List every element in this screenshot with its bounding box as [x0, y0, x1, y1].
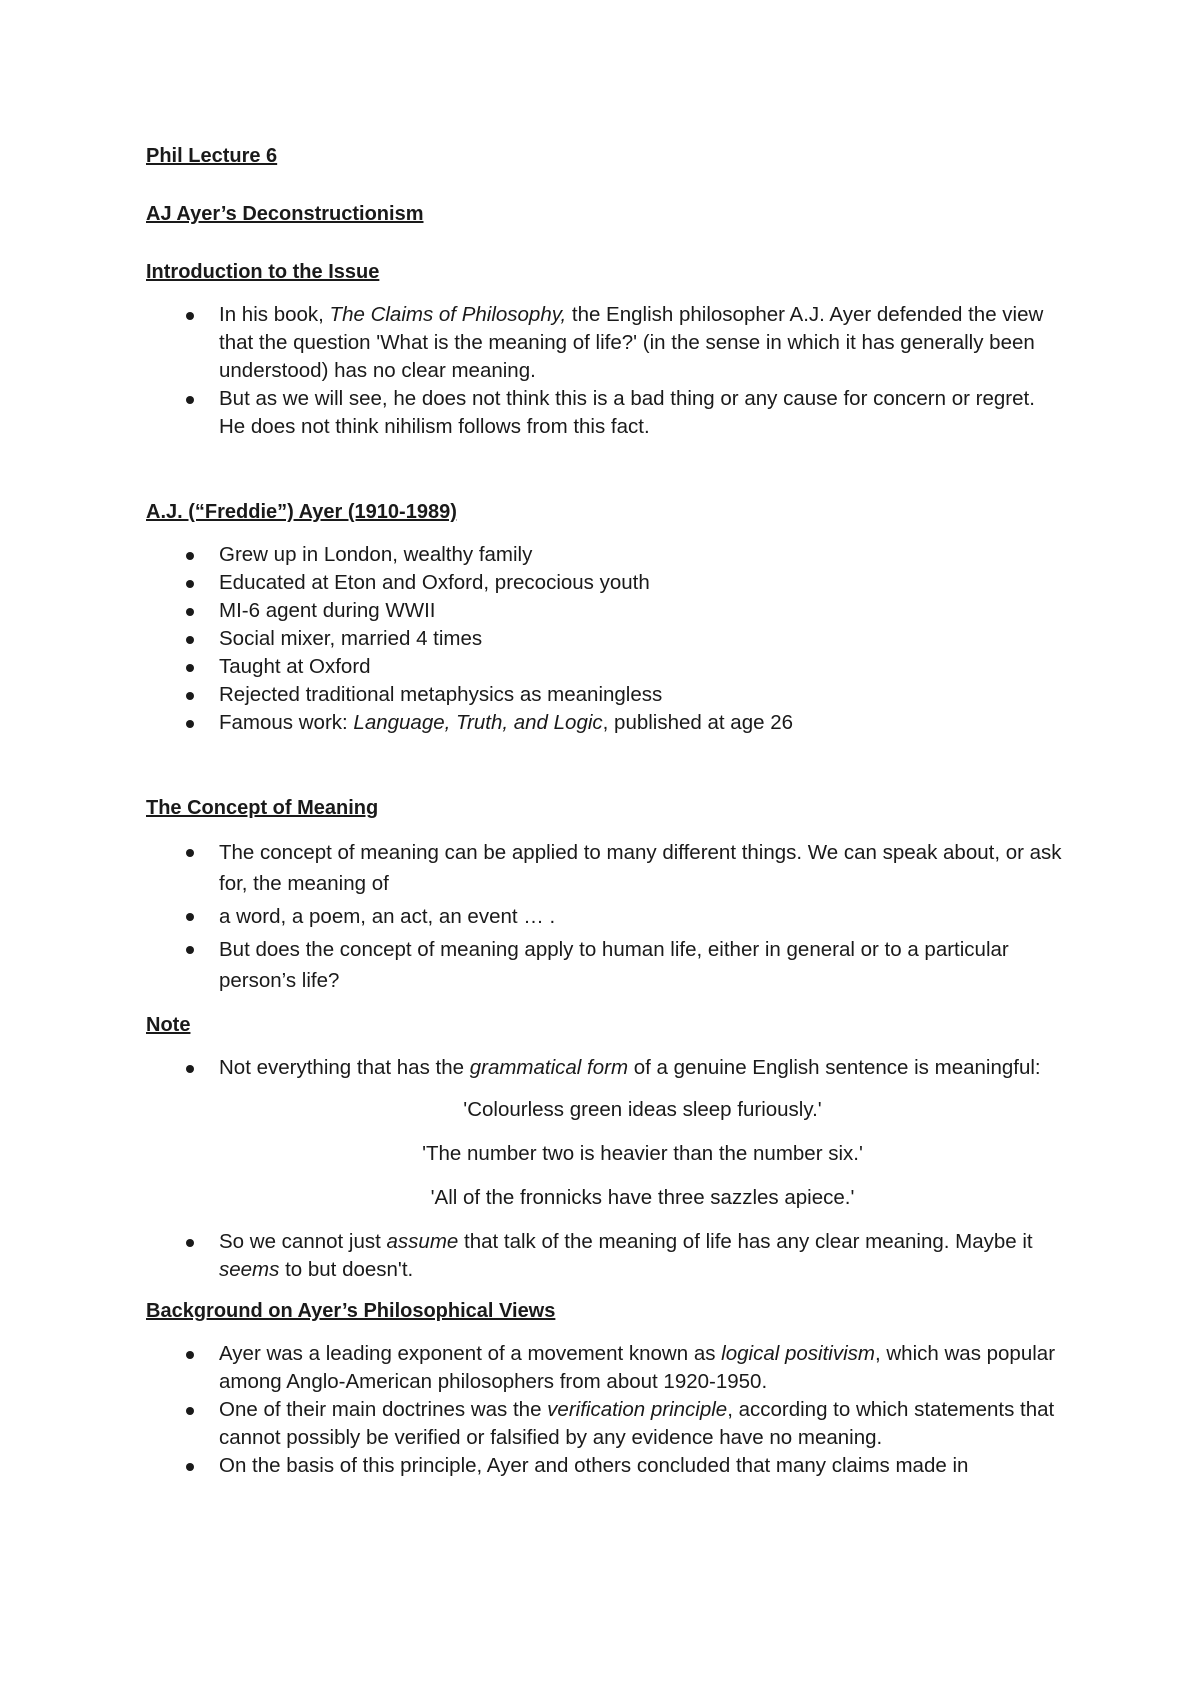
example-sentence: 'All of the fronnicks have three sazzles apiece.'	[430, 1186, 855, 1209]
section-heading-intro: Introduction to the Issue	[146, 261, 380, 283]
list-item: a word, a poem, an act, an event … .	[146, 901, 1066, 932]
list-item: Taught at Oxford	[146, 653, 1066, 681]
list-item: Ayer was a leading exponent of a movement known as logical positivism, which was popular among Anglo-American philosophers from about 1920-1950.	[146, 1340, 1066, 1396]
example-sentence: 'The number two is heavier than the number six.'	[422, 1142, 863, 1165]
section-heading-note: Note	[146, 1014, 191, 1036]
list-item: But as we will see, he does not think this is a bad thing or any cause for concern or regret. He does not think nihilism follows from this fact.	[146, 385, 1066, 441]
section-heading-background: Background on Ayer’s Philosophical Views	[146, 1300, 556, 1322]
document-page	[146, 143, 1066, 1480]
note-list-1	[146, 1054, 1066, 1082]
list-item: On the basis of this principle, Ayer and others concluded that many claims made in	[146, 1452, 1066, 1480]
list-item: But does the concept of meaning apply to human life, either in general or to a particular person’s life?	[146, 934, 1066, 996]
section-heading-concept: The Concept of Meaning	[146, 797, 379, 819]
note-list-2	[146, 1228, 1066, 1284]
list-item: Grew up in London, wealthy family	[146, 541, 1066, 569]
list-item: So we cannot just assume that talk of the meaning of life has any clear meaning. Maybe it seems to but doesn't.	[146, 1228, 1066, 1284]
document-title: Phil Lecture 6	[146, 145, 278, 167]
list-item: Educated at Eton and Oxford, precocious youth	[146, 569, 1066, 597]
list-item: Not everything that has the grammatical form of a genuine English sentence is meaningful:	[146, 1054, 1066, 1082]
list-item: Famous work: Language, Truth, and Logic, published at age 26	[146, 709, 1066, 737]
document-subtitle: AJ Ayer’s Deconstructionism	[146, 203, 424, 225]
list-item: The concept of meaning can be applied to many different things. We can speak about, or ask for, the meaning of	[146, 837, 1066, 899]
list-item: In his book, The Claims of Philosophy, the English philosopher A.J. Ayer defended the view that the question 'What is the meaning of life?' (in the sense in which it has generally been understood) has no clear meaning.	[146, 301, 1066, 385]
concept-list	[146, 837, 1066, 996]
bio-list	[146, 541, 1066, 737]
intro-list	[146, 301, 1066, 441]
list-item: Rejected traditional metaphysics as meaningless	[146, 681, 1066, 709]
list-item: Social mixer, married 4 times	[146, 625, 1066, 653]
section-heading-bio: A.J. (“Freddie”) Ayer (1910-1989)	[146, 501, 457, 523]
list-item: One of their main doctrines was the verification principle, according to which statements that cannot possibly be verified or falsified by any evidence have no meaning.	[146, 1396, 1066, 1452]
example-sentence: 'Colourless green ideas sleep furiously.'	[463, 1098, 822, 1121]
list-item: MI-6 agent during WWII	[146, 597, 1066, 625]
example-quotes	[146, 1096, 1066, 1212]
background-list	[146, 1340, 1066, 1480]
